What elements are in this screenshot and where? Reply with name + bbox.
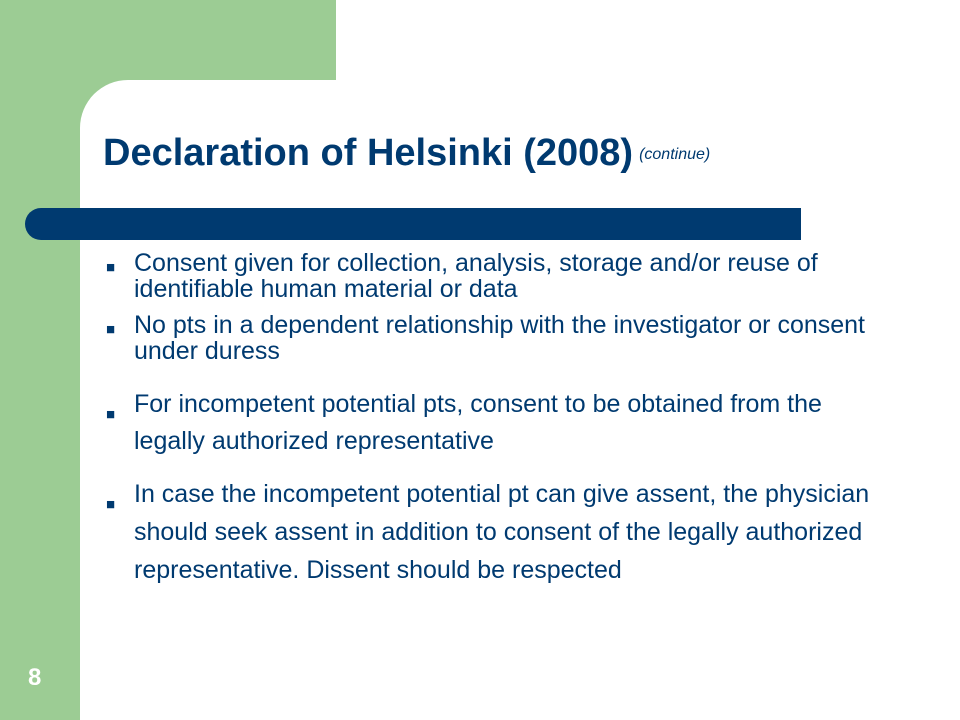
square-bullet-icon: ■ [106, 496, 116, 513]
bullet-text: No pts in a dependent relationship with the investigator or consent under duress [134, 311, 866, 365]
title-text: Declaration of Helsinki (2008) [103, 132, 634, 174]
page-number: 8 [28, 664, 42, 691]
bullet-item [104, 386, 894, 460]
bullet-text: For incompetent potential pts, consent to be obtained from the legally authorized representative [134, 390, 822, 455]
bullet-item [104, 250, 894, 302]
bullet-text: In case the incompetent potential pt can give assent, the physician should seek assent in addition to consent of the legally authorized representative. Dissent should be respected [134, 480, 870, 584]
square-bullet-icon: ■ [106, 321, 116, 338]
square-bullet-icon: ■ [106, 259, 116, 276]
square-bullet-icon: ■ [106, 406, 116, 423]
slide-title [103, 134, 710, 172]
title-underline-bar [25, 208, 801, 240]
bullet-item [104, 312, 894, 364]
bullet-text: Consent given for collection, analysis, storage and/or reuse of identifiable human material or data [134, 249, 818, 303]
bullet-item [104, 475, 894, 589]
bullet-list [104, 250, 894, 589]
title-suffix: (continue) [639, 146, 711, 163]
